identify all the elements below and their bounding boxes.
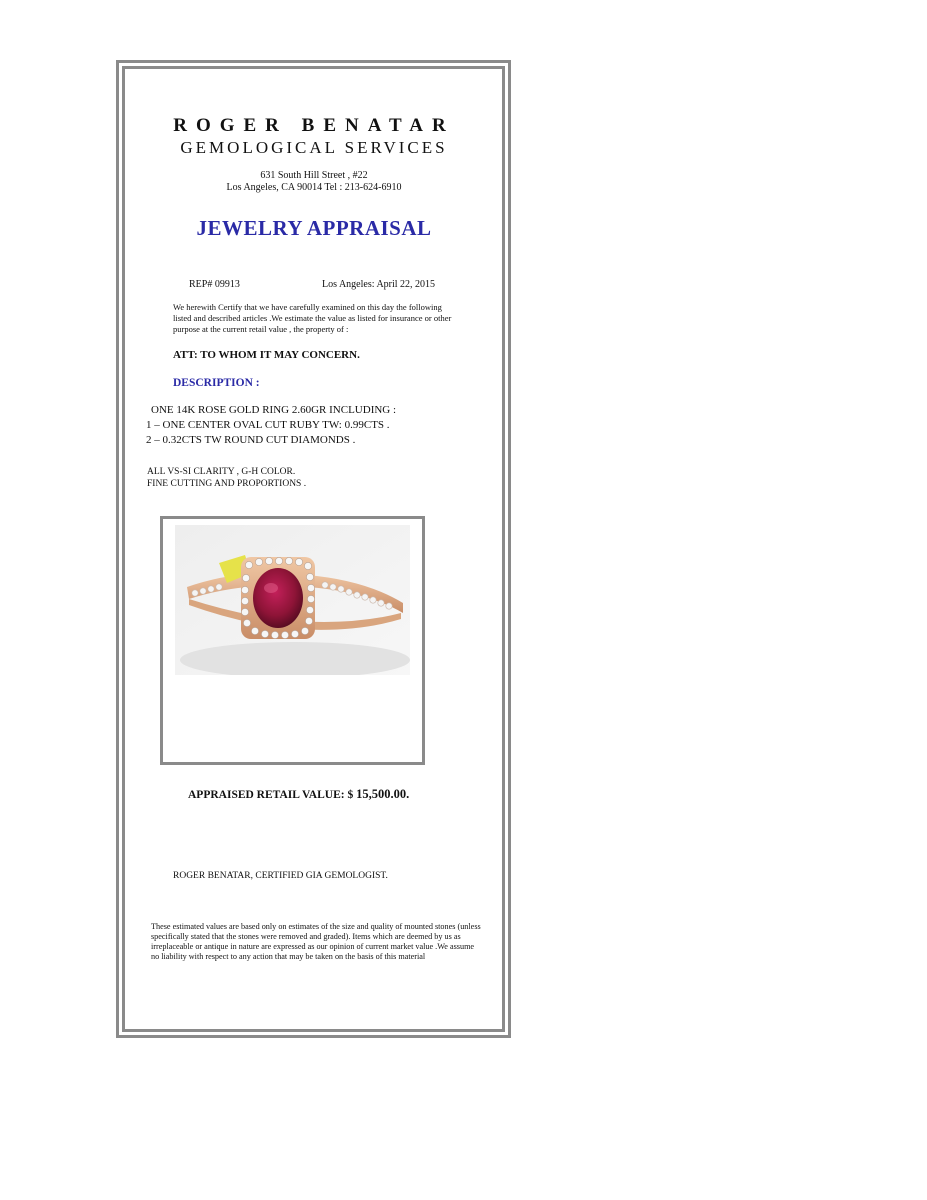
description-line: 2 – 0.32CTS TW ROUND CUT DIAMONDS .	[146, 434, 356, 446]
description-line: 1 – ONE CENTER OVAL CUT RUBY TW: 0.99CTS .	[146, 419, 390, 431]
certification-text: We herewith Certify that we have carefully examined on this day the following listed and described articles .We estimate the value as listed for insurance or other purpose at the current retail value , the property of :	[173, 302, 452, 334]
report-number: REP# 09913	[189, 279, 240, 290]
description-line: ONE 14K ROSE GOLD RING 2.60GR INCLUDING :	[151, 404, 397, 416]
document-title: JEWELRY APPRAISAL	[196, 216, 432, 240]
address-line-1: 631 South Hill Street , #22	[260, 170, 368, 181]
clarity-line: ALL VS-SI CLARITY , G-H COLOR.	[147, 467, 296, 477]
attention-line: ATT: TO WHOM IT MAY CONCERN.	[173, 349, 360, 361]
description-heading: DESCRIPTION :	[173, 377, 260, 389]
signature-line: ROGER BENATAR, CERTIFIED GIA GEMOLOGIST.	[173, 871, 388, 881]
address-line-2: Los Angeles, CA 90014 Tel : 213-624-6910	[226, 182, 402, 193]
brand-subtitle: GEMOLOGICAL SERVICES	[180, 138, 448, 157]
disclaimer-text: These estimated values are based only on estimates of the size and quality of mounted stones (unless specifically stated that the stones were removed and graded). Items which are deemed by us as irreplaceable or antique in nature are expressed as our opinion of current market value .We assume no liability with respect to any action that may be taken on the basis of this material	[151, 922, 481, 961]
brand-name: ROGER BENATAR	[173, 115, 455, 136]
appraised-value-amount: 15,500.00.	[356, 787, 410, 801]
clarity-line: FINE CUTTING AND PROPORTIONS .	[147, 479, 307, 489]
report-date: Los Angeles: April 22, 2015	[322, 279, 436, 290]
appraised-value	[188, 787, 409, 802]
ring-photo	[175, 525, 410, 675]
appraised-value-label: APPRAISED RETAIL VALUE: $	[188, 789, 354, 801]
